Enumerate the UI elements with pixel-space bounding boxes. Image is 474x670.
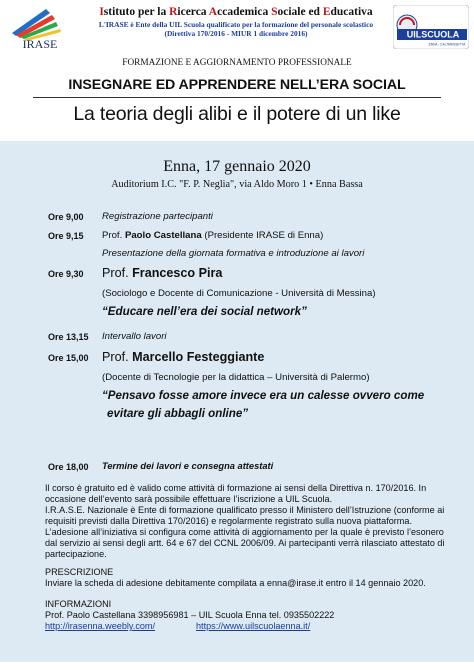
event-subtitle: La teoria degli alibi e il potere di un like <box>73 103 401 125</box>
institute-word: icerca <box>177 6 209 18</box>
institute-initial: R <box>169 6 178 18</box>
speaker-prefix: Prof. <box>102 230 125 241</box>
time-1: Ore 9,00 <box>48 212 84 222</box>
speaker-festeggiante <box>102 350 264 364</box>
institute-word: stituto per la <box>103 6 170 18</box>
uilscuola-logo <box>393 5 469 49</box>
activity-closing: Termine dei lavori e consegna attestati <box>102 461 274 471</box>
uilscuola-logo-small: ENNA - CALTANISSETTA <box>428 42 466 47</box>
irase-enna-link[interactable]: http://irasenna.weebly.com/ <box>45 621 156 631</box>
prescrizione-heading: PRESCRIZIONE <box>45 567 114 577</box>
activity-break: Intervallo lavori <box>102 331 167 342</box>
speaker-pira-role: (Sociologo e Docente di Comunicazione - Università di Messina) <box>102 288 376 299</box>
speaker-pira <box>102 266 222 280</box>
prescrizione-text: Inviare la scheda di adesione debitamente compilata a enna@irase.it entro il 14 gennaio 2020. <box>45 578 426 588</box>
time-5: Ore 15,00 <box>48 353 89 363</box>
informazioni-heading: INFORMAZIONI <box>45 599 112 609</box>
irase-logo-text: IRASE <box>22 37 58 50</box>
time-2: Ore 9,15 <box>48 231 84 241</box>
speaker-name: Paolo Castellana <box>124 230 202 241</box>
talk-festeggiante-line1: “Pensavo fosse amore invece era un calesse ovvero come <box>102 389 425 402</box>
institute-initial: S <box>271 6 278 18</box>
irase-logo <box>6 5 74 50</box>
uilscuola-enna-link[interactable]: https://www.uilscuolaenna.it/ <box>196 621 311 631</box>
uilscuola-logo-text: UILSCUOLA <box>406 29 460 40</box>
institute-initial: E <box>322 6 331 18</box>
time-4: Ore 13,15 <box>48 332 89 342</box>
speaker-prefix: Prof. <box>102 266 133 280</box>
activity-intro: Presentazione della giornata formativa e introduzione ai lavori <box>102 248 365 259</box>
institute-word: ducativa <box>330 6 373 18</box>
talk-pira: “Educare nell’era dei social network” <box>102 305 307 318</box>
institute-initial: I <box>99 6 104 18</box>
speaker-festeggiante-role: (Docente di Tecnologie per la didattica – Università di Palermo) <box>102 372 370 383</box>
title-divider <box>33 97 441 98</box>
speaker-prefix: Prof. <box>102 350 133 364</box>
info-paragraph-2: I.R.A.S.E. Nazionale è Ente di formazione qualificato presso il Ministero dell’Istruzione (conforme ai requisiti previsti dalla Direttiva 170/2016) e regolarmente registrato sulla nuova piattaforma. <box>45 505 445 526</box>
talk-festeggiante-line2: evitare gli abbagli online” <box>107 407 249 420</box>
speaker-castellana <box>102 230 323 241</box>
institute-directive: (Direttiva 170/2016 - MIUR 1 dicembre 2016) <box>164 29 308 38</box>
informazioni-text: Prof. Paolo Castellana 3398956981 – UIL Scuola Enna tel. 0935502222 <box>45 610 335 620</box>
event-title: INSEGNARE ED APPRENDERE NELL’ERA SOCIAL <box>68 77 406 93</box>
institute-word: ccademica <box>217 6 272 18</box>
speaker-name: Francesco Pira <box>132 266 223 280</box>
info-paragraph-1: Il corso è gratuito ed è valido come attività di formazione ai sensi della Direttiva n. 170/2016. In occasione dell’evento sarà possibile effettuare l’iscrizione a UIL Scuola. <box>45 483 427 504</box>
formazione-heading: FORMAZIONE E AGGIORNAMENTO PROFESSIONALE <box>122 58 352 68</box>
institute-accreditation: L'IRASE è Ente della UIL Scuola qualificato per la formazione del personale scolastico <box>98 20 374 29</box>
speaker-role: (Presidente IRASE di Enna) <box>201 230 324 241</box>
time-6: Ore 18,00 <box>48 462 89 472</box>
event-venue: Auditorium I.C. "F. P. Neglia", via Aldo Moro 1 • Enna Bassa <box>111 179 363 190</box>
institute-name <box>80 6 392 19</box>
speaker-name: Marcello Festeggiante <box>132 350 265 364</box>
time-3: Ore 9,30 <box>48 269 84 279</box>
info-paragraph-3: L’adesione all’iniziativa si configura come attività di aggiornamento per la quale è previsto l’esonero dal servizio ai sensi degli artt. 64 e 67 del CCNL 2006/09. Ai partecipanti verrà rilasciato attestato di partecipazione. <box>45 527 445 559</box>
event-date: Enna, 17 gennaio 2020 <box>163 158 311 175</box>
institute-word: ociale ed <box>277 6 323 18</box>
activity-registration: Registrazione partecipanti <box>102 211 213 222</box>
institute-initial: A <box>208 6 218 18</box>
